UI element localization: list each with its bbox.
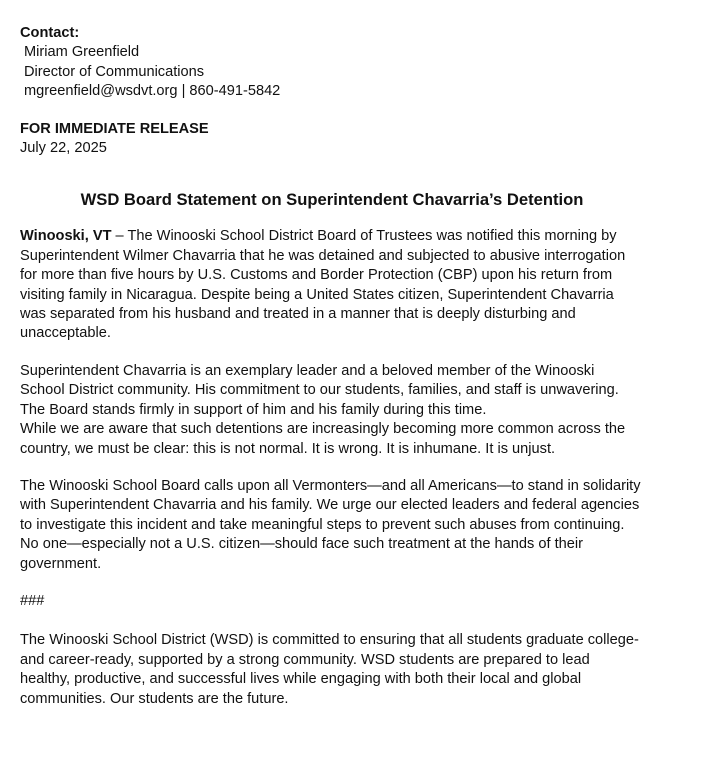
paragraph-line: with Superintendent Chavarria and his family. We urge our elected leaders and federal agencies (20, 497, 640, 514)
page-title: WSD Board Statement on Superintendent Chavarria’s Detention (80, 190, 584, 210)
contact-name: Miriam Greenfield (24, 44, 140, 61)
paragraph-line-text: – The Winooski School District Board of Trustees was notified this morning by (111, 228, 617, 245)
paragraph-line: unacceptable. (20, 325, 111, 342)
contact-block (20, 24, 660, 102)
end-separator: ### (20, 592, 45, 609)
paragraph-line: and career-ready, supported by a strong community. WSD students are prepared to lead (20, 651, 590, 668)
paragraph-2 (20, 362, 660, 459)
paragraph-line: for more than five hours by U.S. Customs and Border Protection (CBP) upon his return from (20, 267, 613, 284)
paragraph-1 (20, 227, 660, 343)
boilerplate-paragraph (20, 631, 660, 709)
contact-details: mgreenfield@wsdvt.org | 860-491-5842 (24, 83, 281, 100)
paragraph-line: No one—especially not a U.S. citizen—should face such treatment at the hands of their (20, 536, 583, 553)
paragraph-line: The Board stands firmly in support of him and his family during this time. (20, 401, 487, 418)
paragraph-line: Superintendent Chavarria is an exemplary leader and a beloved member of the Winooski (20, 362, 595, 379)
paragraph-line: The Winooski School District (WSD) is committed to ensuring that all students graduate college- (20, 632, 639, 649)
dateline: Winooski, VT (20, 228, 112, 245)
release-label: FOR IMMEDIATE RELEASE (20, 120, 209, 137)
release-block (20, 120, 660, 159)
paragraph-line: visiting family in Nicaragua. Despite being a United States citizen, Superintendent Chavarria (20, 286, 614, 303)
release-date: July 22, 2025 (20, 140, 107, 157)
paragraph-line: The Winooski School Board calls upon all Vermonters—and all Americans—to stand in solidarity (20, 477, 641, 494)
contact-title: Director of Communications (24, 63, 205, 80)
paragraph-line: Superintendent Wilmer Chavarria that he was detained and subjected to abusive interrogation (20, 247, 626, 264)
press-release-document (20, 24, 660, 709)
paragraph-line: country, we must be clear: this is not normal. It is wrong. It is inhumane. It is unjust. (20, 440, 556, 457)
paragraph-line: government. (20, 555, 102, 572)
paragraph-line: School District community. His commitment to our students, families, and staff is unwavering. (20, 382, 619, 399)
paragraph-line: to investigate this incident and take meaningful steps to prevent such abuses from continuing. (20, 516, 625, 533)
paragraph-line (20, 227, 660, 246)
paragraph-line: healthy, productive, and successful lives while engaging with both their local and global (20, 671, 582, 688)
paragraph-3 (20, 477, 660, 574)
paragraph-line: While we are aware that such detentions are increasingly becoming more common across the (20, 421, 626, 438)
contact-heading: Contact: (20, 25, 80, 41)
paragraph-line: communities. Our students are the future. (20, 690, 289, 707)
paragraph-line: was separated from his husband and treated in a manner that is deeply disturbing and (20, 306, 576, 323)
